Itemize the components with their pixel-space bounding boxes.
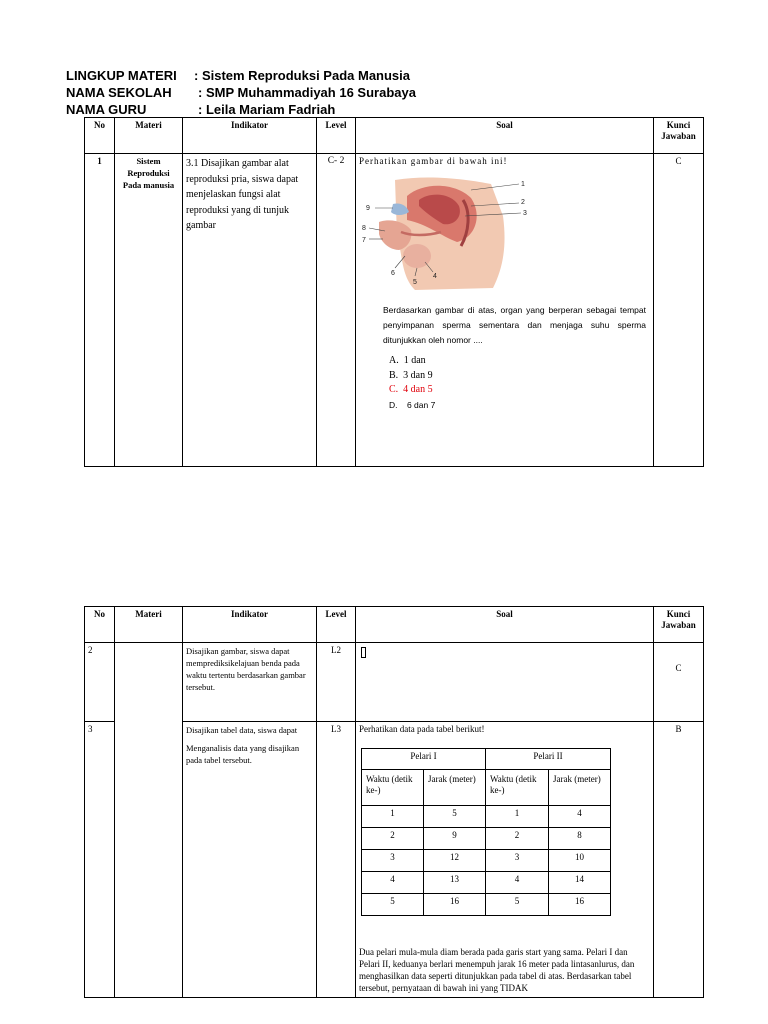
option-d — [389, 398, 650, 413]
diagram-label-6: 6 — [391, 270, 395, 277]
diagram-label-4: 4 — [433, 273, 437, 280]
data-cell: 5 — [424, 806, 486, 828]
diagram-label-2: 2 — [521, 199, 525, 206]
question-table-1 — [84, 117, 704, 467]
value-nama-guru: : Leila Mariam Fadriah — [198, 102, 336, 117]
row-soal-empty — [356, 643, 654, 722]
row-kunci: C — [654, 643, 704, 722]
option-a — [389, 354, 650, 369]
row-soal — [356, 722, 654, 998]
soal-intro: Perhatikan data pada tabel berikut! — [359, 724, 485, 734]
col-no: No — [85, 118, 115, 154]
data-sub-header-row — [362, 770, 611, 806]
sub-header-waktu-1: Waktu (detik ke-) — [362, 770, 424, 806]
row-no: 1 — [85, 154, 115, 467]
col-kunci-jawaban — [654, 118, 704, 154]
data-cell: 4 — [486, 872, 549, 894]
data-row — [362, 850, 611, 872]
data-cell: 12 — [424, 850, 486, 872]
data-row — [362, 828, 611, 850]
data-cell: 5 — [362, 894, 424, 916]
soal-intro: Perhatikan gambar di bawah ini! — [359, 156, 508, 166]
group-header-pelari-2: Pelari II — [486, 749, 611, 770]
indikator-line-1: Disajikan tabel data, siswa dapat — [186, 725, 298, 735]
option-c-text: 4 dan 5 — [403, 384, 433, 395]
document-header — [66, 67, 466, 121]
data-cell: 16 — [424, 894, 486, 916]
diagram-label-3: 3 — [523, 210, 527, 217]
data-cell: 9 — [424, 828, 486, 850]
row-indikator: 3.1 Disajikan gambar alat reproduksi pria, siswa dapat menjelaskan fungsi alat reproduksi yang di tunjuk gambar — [183, 154, 317, 467]
data-row — [362, 894, 611, 916]
col-soal: Soal — [356, 118, 654, 154]
option-c-correct — [389, 383, 650, 398]
data-cell: 2 — [486, 828, 549, 850]
table-row — [85, 643, 704, 722]
row-no: 2 — [85, 643, 115, 722]
col-materi: Materi — [115, 118, 183, 154]
option-a-letter: A. — [389, 355, 399, 366]
diagram-label-8: 8 — [362, 225, 366, 232]
value-lingkup-materi: : Sistem Reproduksi Pada Manusia — [194, 68, 411, 83]
row-level: C- 2 — [317, 154, 356, 467]
data-cell: 5 — [486, 894, 549, 916]
indikator-line-2: Menganalisis data yang disajikan pada tabel tersebut. — [186, 743, 300, 765]
data-cell: 1 — [362, 806, 424, 828]
col-kunci-line2: Jawaban — [661, 620, 696, 630]
row-materi: Sistem Reproduksi Pada manusia — [115, 154, 183, 467]
row-kunci: C — [654, 154, 704, 467]
table-row — [85, 154, 704, 467]
option-c-letter: C. — [389, 384, 399, 395]
row-kunci: B — [654, 722, 704, 998]
label-lingkup-materi: LINGKUP MATERI — [66, 68, 177, 83]
data-cell: 3 — [362, 850, 424, 872]
data-cell: 14 — [549, 872, 611, 894]
row-level: L2 — [317, 643, 356, 722]
diagram-label-5: 5 — [413, 279, 417, 286]
col-indikator: Indikator — [183, 607, 317, 643]
diagram-label-1: 1 — [521, 181, 525, 188]
col-soal: Soal — [356, 607, 654, 643]
row-materi-empty — [115, 643, 183, 998]
option-b-text: 3 dan 9 — [403, 369, 433, 381]
label-nama-sekolah: NAMA SEKOLAH — [66, 85, 172, 100]
diagram-label-7: 7 — [362, 237, 366, 244]
col-materi: Materi — [115, 607, 183, 643]
data-cell: 2 — [362, 828, 424, 850]
label-nama-guru: NAMA GURU — [66, 102, 147, 117]
data-cell: 1 — [486, 806, 549, 828]
data-cell: 13 — [424, 872, 486, 894]
col-kunci-line1: Kunci — [666, 120, 691, 130]
answer-options — [389, 354, 650, 412]
row-no: 3 — [85, 722, 115, 998]
text-cursor-marker — [361, 647, 366, 658]
col-kunci-line2: Jawaban — [661, 131, 696, 141]
row-level: L3 — [317, 722, 356, 998]
diagram-label-9: 9 — [366, 205, 370, 212]
row-indikator: Disajikan gambar, siswa dapat memprediksikelajuan benda pada waktu tertentu berdasarkan gambar tersebut. — [183, 643, 317, 722]
col-kunci-line1: Kunci — [666, 609, 691, 619]
question-text: Berdasarkan gambar di atas, organ yang berperan sebagai tempat penyimpanan sperma sementara dan menjaga suhu sperma ditunjukkan oleh nomor .... — [383, 305, 646, 345]
data-row — [362, 872, 611, 894]
option-d-text: 6 dan 7 — [406, 399, 436, 410]
question-table-2 — [84, 606, 704, 998]
table-header-row — [85, 118, 704, 154]
col-kunci-jawaban — [654, 607, 704, 643]
data-group-header-row — [362, 749, 611, 770]
group-header-pelari-1: Pelari I — [362, 749, 486, 770]
value-nama-sekolah: : SMP Muhammadiyah 16 Surabaya — [198, 85, 416, 100]
reproductive-organ-illustration — [362, 176, 671, 291]
data-cell: 3 — [486, 850, 549, 872]
row-soal — [356, 154, 654, 467]
data-cell: 8 — [549, 828, 611, 850]
data-cell: 4 — [362, 872, 424, 894]
col-level: Level — [317, 607, 356, 643]
question-paragraph: Dua pelari mula-mula diam berada pada garis start yang sama. Pelari I dan Pelari II, keduanya berlari menempuh jarak 16 meter pada lintasanlurus, dan menghasilkan data seperti ditunjukkan pada tabel di atas. Berdasarkan tabel tersebut, pernyataan di bawah ini yang TIDAK — [359, 947, 635, 993]
data-cell: 4 — [549, 806, 611, 828]
col-indikator: Indikator — [183, 118, 317, 154]
table-header-row — [85, 607, 704, 643]
col-level: Level — [317, 118, 356, 154]
option-b — [389, 369, 650, 384]
sub-header-jarak-2: Jarak (meter) — [549, 770, 611, 806]
anatomy-diagram — [362, 176, 671, 291]
option-d-letter: D. — [389, 399, 398, 410]
option-a-text: 1 dan — [403, 355, 426, 366]
sub-header-waktu-2: Waktu (detik ke-) — [486, 770, 549, 806]
col-no: No — [85, 607, 115, 643]
data-table-pelari — [361, 748, 611, 916]
option-b-letter: B. — [389, 369, 399, 381]
sub-header-jarak-1: Jarak (meter) — [424, 770, 486, 806]
data-cell: 16 — [549, 894, 611, 916]
row-indikator — [183, 722, 317, 998]
data-cell: 10 — [549, 850, 611, 872]
data-row — [362, 806, 611, 828]
